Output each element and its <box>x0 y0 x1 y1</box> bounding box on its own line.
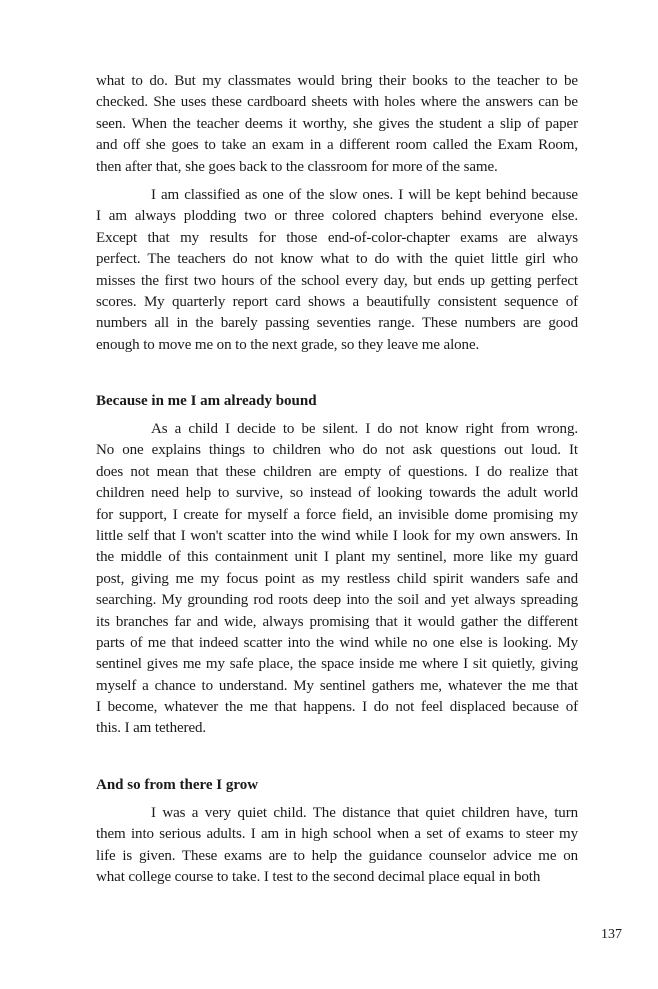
paragraph <box>96 185 578 356</box>
paragraph <box>96 803 578 889</box>
text-line: little self that I won't scatter into the wind while I look for my own answers. In <box>96 527 578 544</box>
text-line: myself a chance to understand. My sentinel gathers me, whatever the me that <box>96 677 578 694</box>
text-line: what to do. But my classmates would bring their books to the teacher to be <box>96 73 578 89</box>
text-line: its branches far and wide, always promising that it would gather the different <box>96 613 578 630</box>
text-line: scores. My quarterly report card shows a beautifully consistent sequence of <box>96 293 578 310</box>
text-line: does not mean that these children are empty of questions. I do realize that <box>96 463 578 480</box>
text-line: searching. My grounding rod roots deep into the soil and yet always spreading <box>96 592 578 609</box>
text-line: children need help to survive, so instead of looking towards the adult world <box>96 485 578 502</box>
text-line: this. I am tethered. <box>96 720 207 737</box>
text-line: then after that, she goes back to the classroom for more of the same. <box>96 158 498 175</box>
text-line: seen. When the teacher deems it worthy, she gives the student a slip of paper <box>96 115 578 132</box>
text-line: As a child I decide to be silent. I do not know right from wrong. <box>151 421 578 437</box>
text-line: the middle of this containment unit I plant my sentinel, more like my guard <box>96 549 578 566</box>
text-line: I am classified as one of the slow ones. I will be kept behind because <box>151 187 578 203</box>
text-line: enough to move me on to the next grade, so they leave me alone. <box>96 336 480 353</box>
section-heading: And so from there I grow <box>96 777 259 793</box>
text-line: misses the first two hours of the school every day, but ends up getting perfect <box>96 272 578 289</box>
paragraph <box>96 71 578 178</box>
text-line: post, giving me my focus point as my restless child spirit wanders safe and <box>96 570 578 587</box>
text-line: and off she goes to take an exam in a different room called the Exam Room, <box>96 137 578 154</box>
text-line: for support, I create for myself a force field, an invisible dome promising my <box>96 506 578 523</box>
text-line: them into serious adults. I am in high school when a set of exams to steer my <box>96 826 578 843</box>
text-line: numbers all in the barely passing seventies range. These numbers are good <box>96 315 578 332</box>
text-line: parts of me that indeed scatter into the wind while no one else is looking. My <box>96 634 578 651</box>
text-line: life is given. These exams are to help the guidance counselor advice me on <box>96 847 578 864</box>
text-line: I become, whatever the me that happens. I do not feel displaced because of <box>96 699 578 716</box>
text-line: Except that my results for those end-of-color-chapter exams are always <box>96 229 578 246</box>
page-number: 137 <box>601 927 622 942</box>
paragraph <box>96 419 578 740</box>
text-line: sentinel gives me my safe place, the space inside me where I sit quietly, giving <box>96 656 578 673</box>
text-line: I am always plodding two or three colored chapters behind everyone else. <box>96 208 578 225</box>
text-line: checked. She uses these cardboard sheets with holes where the answers can be <box>96 94 578 111</box>
text-line: I was a very quiet child. The distance that quiet children have, turn <box>151 805 578 821</box>
text-line: perfect. The teachers do not know what to do with the quiet little girl who <box>96 251 578 268</box>
section-heading: Because in me I am already bound <box>96 393 317 409</box>
text-line: No one explains things to children who do not ask questions out loud. It <box>96 442 578 459</box>
text-line: what college course to take. I test to the second decimal place equal in both <box>96 869 541 886</box>
